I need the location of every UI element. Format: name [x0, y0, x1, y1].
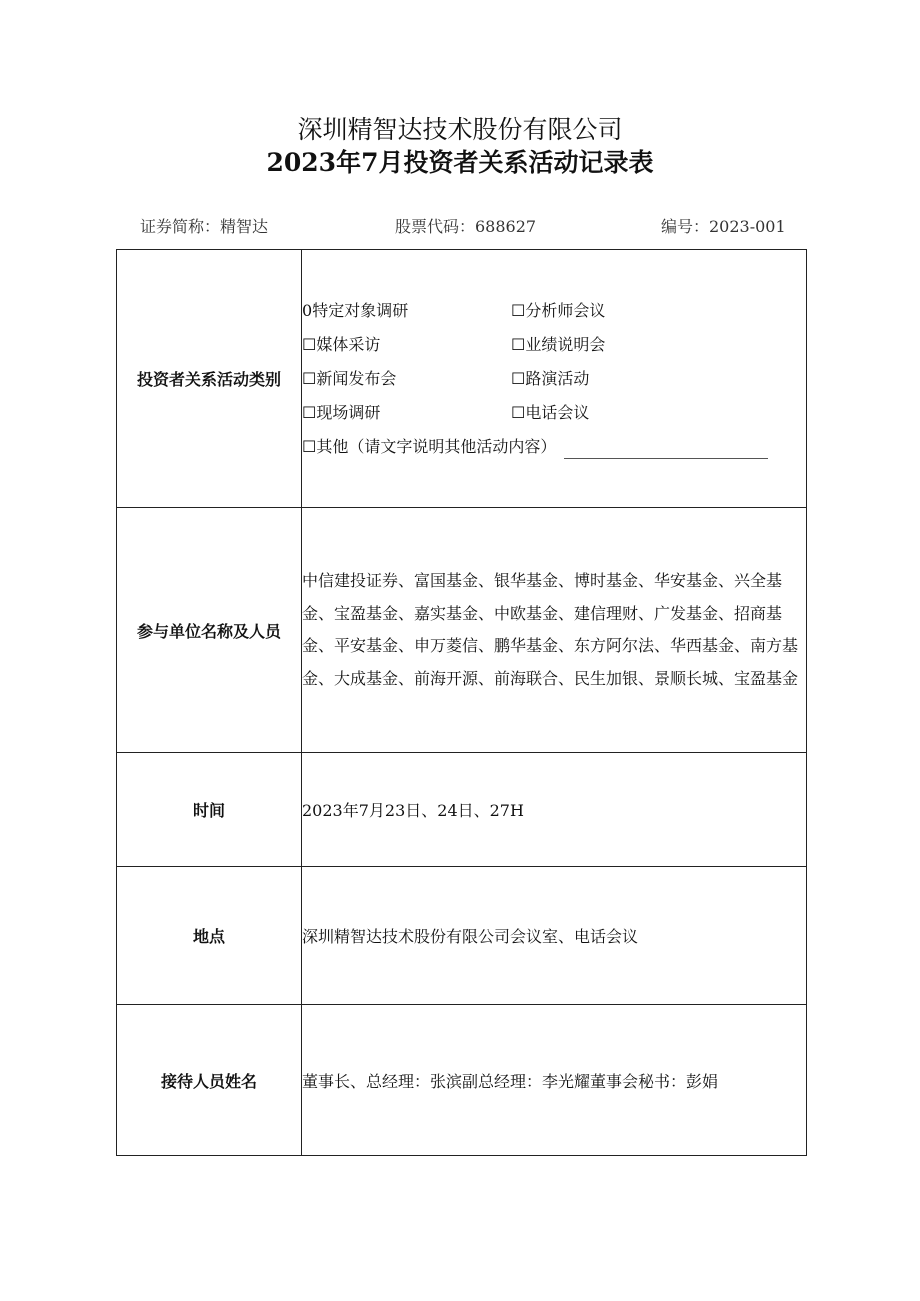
option-roadshow[interactable]: ☐路演活动	[511, 368, 590, 388]
option-press-conference[interactable]: ☐新闻发布会	[302, 368, 397, 388]
option-specific-research[interactable]: 0特定对象调研	[302, 300, 409, 320]
other-description-blank[interactable]	[564, 442, 768, 459]
checkbox-icon: ☐	[302, 402, 317, 422]
table-row-time	[117, 753, 807, 867]
option-media-interview[interactable]: ☐媒体采访	[302, 334, 381, 354]
checked-mark: 0	[302, 300, 313, 320]
document-title: 2023年7月投资者关系活动记录表	[266, 148, 654, 177]
participants-value: 中信建投证券、富国基金、银华基金、博时基金、华安基金、兴全基金、宝盈基金、嘉实基金、中欧基金、建信理财、广发基金、招商基金、平安基金、申万菱信、鹏华基金、东方阿尔法、华西基金、南方基金、大成基金、前海开源、前海联合、民生加银、景顺长城、宝盈基金	[302, 571, 799, 688]
record-table	[116, 249, 807, 1156]
company-title: 深圳精智达技术股份有限公司	[297, 115, 623, 144]
table-row-participants	[117, 508, 807, 753]
checkbox-icon: ☐	[511, 368, 526, 388]
security-short-name: 证券简称：精智达	[140, 217, 269, 236]
checkbox-icon: ☐	[511, 334, 526, 354]
option-conference-call[interactable]: ☐电话会议	[511, 402, 590, 422]
option-other[interactable]: ☐其他（请文字说明其他活动内容）	[302, 435, 806, 459]
checkbox-icon: ☐	[302, 368, 317, 388]
location-label: 地点	[117, 867, 302, 1005]
option-site-visit[interactable]: ☐现场调研	[302, 402, 381, 422]
table-row-reception	[117, 1005, 807, 1156]
table-row-location	[117, 867, 807, 1005]
option-earnings-briefing[interactable]: ☐业绩说明会	[511, 334, 606, 354]
checkbox-icon: ☐	[511, 402, 526, 422]
activity-type-options	[302, 250, 807, 508]
location-value: 深圳精智达技术股份有限公司会议室、电话会议	[302, 867, 807, 1005]
stock-code: 股票代码：688627	[395, 217, 537, 236]
table-row-activity-type	[117, 250, 807, 508]
reception-label: 接待人员姓名	[117, 1005, 302, 1156]
checkbox-icon: ☐	[302, 334, 317, 354]
participants-label: 参与单位名称及人员	[117, 508, 302, 753]
option-analyst-meeting[interactable]: ☐分析师会议	[511, 300, 606, 320]
time-value: 2023年7月23日、24日、27H	[302, 753, 807, 867]
activity-type-label: 投资者关系活动类别	[117, 250, 302, 508]
checkbox-icon: ☐	[511, 300, 526, 320]
document-number: 编号：2023-001	[661, 217, 786, 236]
time-label: 时间	[117, 753, 302, 867]
checkbox-icon: ☐	[302, 436, 317, 456]
reception-value: 董事长、总经理：张滨副总经理：李光耀董事会秘书：彭娟	[302, 1005, 807, 1156]
